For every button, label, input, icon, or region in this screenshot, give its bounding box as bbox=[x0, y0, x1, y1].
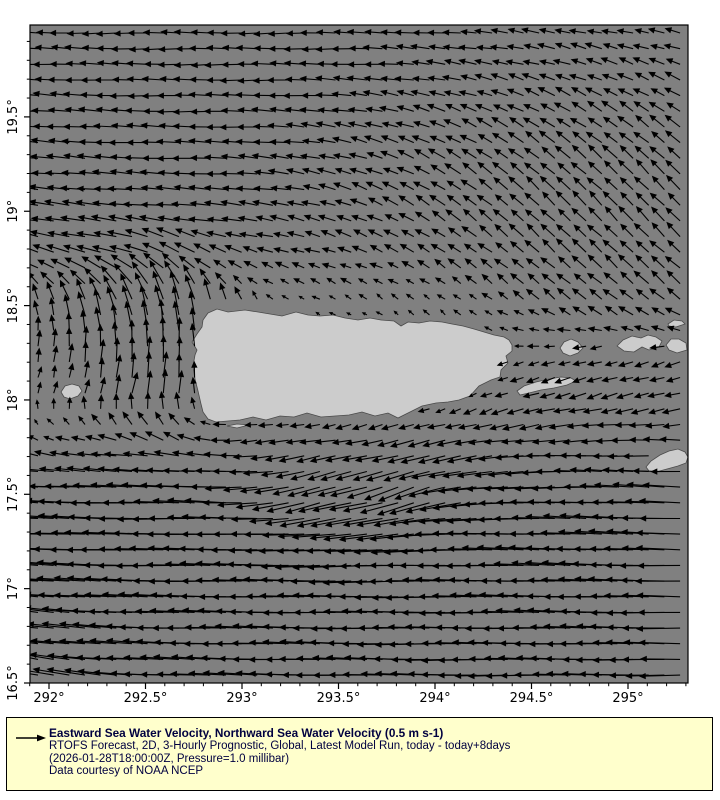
y-tick-label: 17.5° bbox=[6, 476, 21, 513]
y-tick-label: 18° bbox=[6, 388, 21, 412]
x-tick-label: 294.5° bbox=[509, 691, 554, 706]
y-tick-label: 19° bbox=[6, 199, 21, 223]
y-tick-label: 17° bbox=[6, 577, 21, 601]
y-tick-label: 18.5° bbox=[6, 287, 21, 324]
x-tick-label: 293.5° bbox=[316, 691, 361, 706]
legend-box bbox=[6, 717, 713, 791]
x-tick-label: 292.5° bbox=[123, 691, 168, 706]
legend-title: Eastward Sea Water Velocity, Northward Sea Water Velocity (0.5 m s-1) bbox=[49, 726, 444, 740]
reference-arrow-icon bbox=[15, 733, 47, 743]
y-tick-label: 19.5° bbox=[6, 99, 21, 135]
y-tick-label: 16.5° bbox=[6, 665, 21, 701]
legend-timestamp: (2026-01-28T18:00:00Z, Pressure=1.0 millibar) bbox=[49, 752, 290, 765]
x-tick-label: 295° bbox=[612, 691, 644, 706]
legend-subtitle: RTOFS Forecast, 2D, 3-Hourly Prognostic, Global, Latest Model Run, today - today+8days bbox=[49, 740, 511, 753]
reference-arrow-wrap bbox=[15, 727, 49, 748]
x-tick-label: 292° bbox=[33, 691, 65, 706]
x-tick-label: 293° bbox=[226, 691, 258, 706]
legend-credit: Data courtesy of NOAA NCEP bbox=[49, 764, 204, 777]
x-tick-label: 294° bbox=[419, 691, 451, 706]
